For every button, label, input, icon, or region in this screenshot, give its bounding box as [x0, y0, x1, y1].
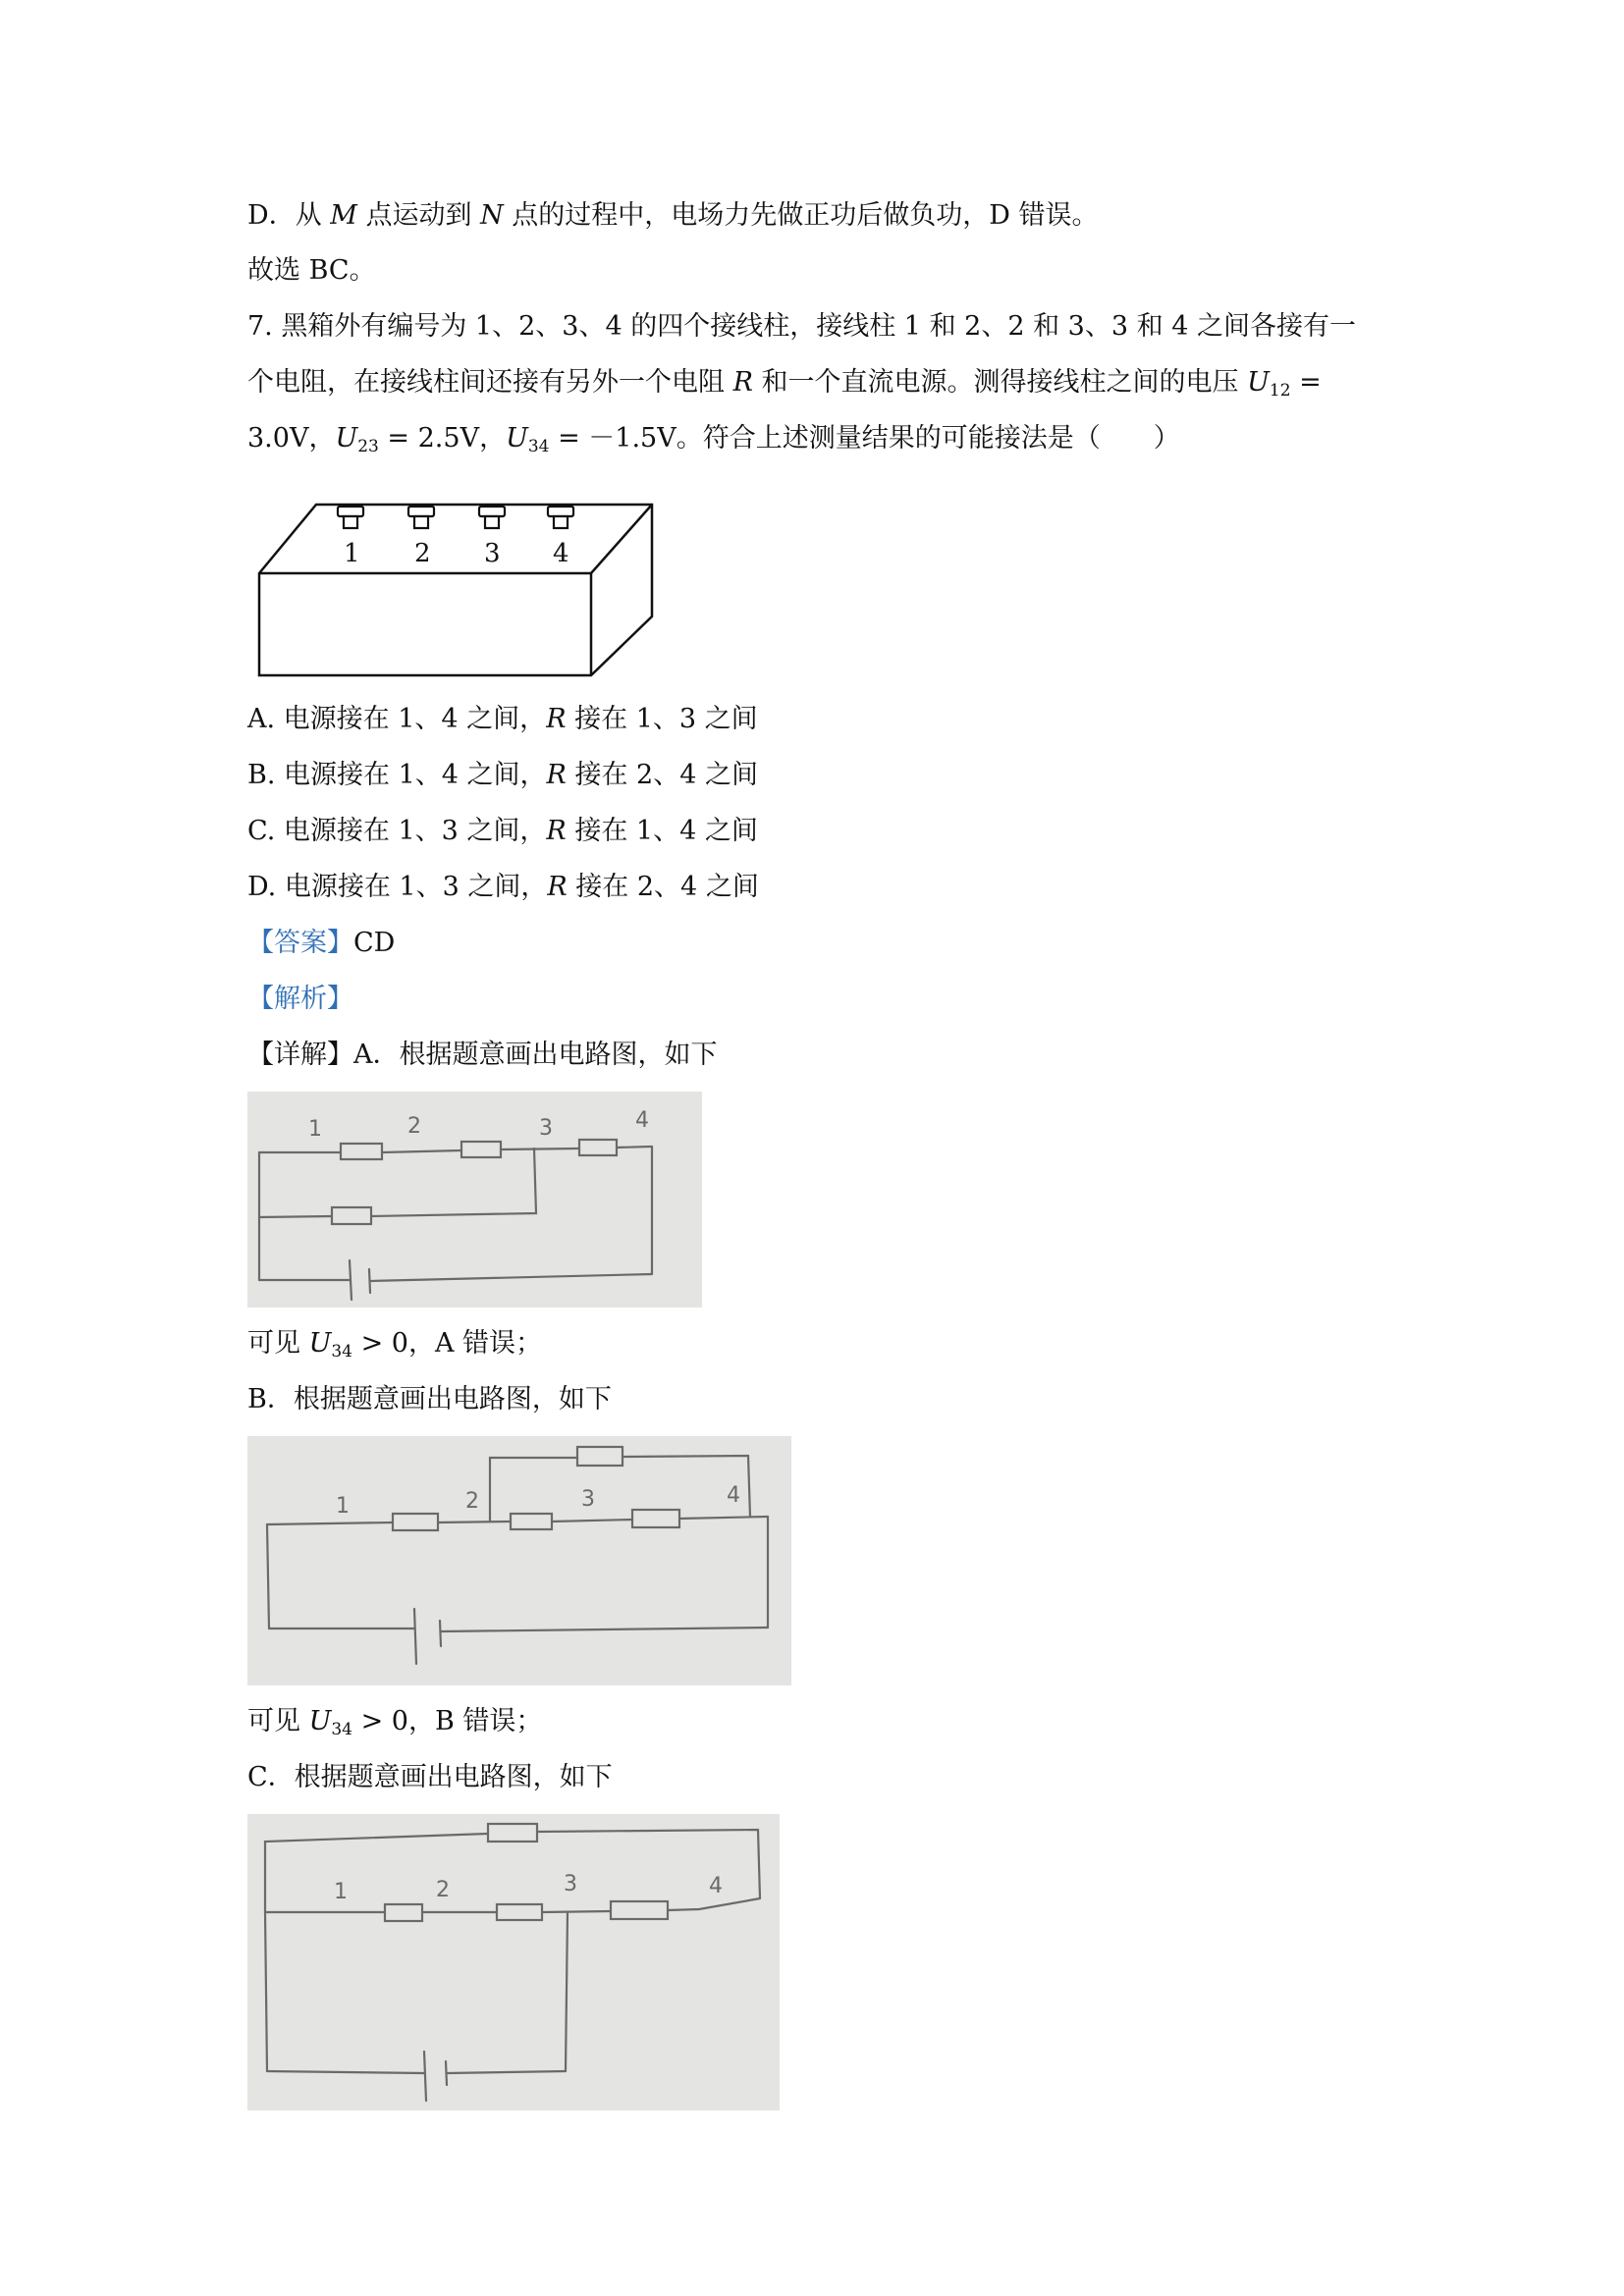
text: 可见 — [247, 1706, 309, 1736]
text-line-choose — [247, 251, 376, 291]
text: A. 电源接在 1、4 之间， — [247, 704, 547, 734]
answer-value: CD — [353, 928, 396, 958]
text: 可见 — [247, 1328, 309, 1359]
terminal-label: 4 — [709, 1874, 723, 1898]
var-U: U — [1247, 367, 1270, 398]
var-N: N — [480, 200, 504, 231]
option-a — [247, 700, 758, 739]
question-7-line-3 — [247, 419, 1180, 458]
var-M: M — [330, 200, 357, 231]
option-c — [247, 812, 758, 851]
text: B. 电源接在 1、4 之间， — [247, 760, 547, 790]
terminal-label: 2 — [407, 1114, 421, 1139]
text: 【详解】A．根据题意画出电路图，如下 — [247, 1040, 718, 1070]
var-R: R — [546, 816, 567, 846]
subscript: 12 — [1269, 381, 1291, 400]
text: 和一个直流电源。测得接线柱之间的电压 — [752, 367, 1248, 398]
terminal-label: 3 — [539, 1116, 553, 1141]
terminal-label: 3 — [564, 1872, 577, 1896]
var-U: U — [506, 423, 528, 454]
terminal-label: 2 — [436, 1878, 450, 1902]
circuit-photo-a — [247, 1092, 702, 1308]
text: C．根据题意画出电路图，如下 — [247, 1762, 613, 1792]
terminal-label: 4 — [553, 539, 569, 568]
analysis-line — [247, 980, 353, 1019]
text: 个电阻，在接线柱间还接有另外一个电阻 — [247, 367, 733, 398]
black-box-figure — [247, 491, 660, 677]
detail-line — [247, 1036, 718, 1075]
text: > 0，B 错误； — [352, 1706, 543, 1736]
terminal-label: 1 — [336, 1494, 350, 1519]
var-U: U — [335, 423, 358, 454]
text: > 0，A 错误； — [352, 1328, 543, 1359]
text: C. 电源接在 1、3 之间， — [247, 816, 547, 846]
var-R: R — [732, 367, 753, 398]
terminal-label: 1 — [308, 1117, 322, 1142]
question-7-line-1 — [247, 307, 1356, 347]
circuit-photo-c — [247, 1814, 780, 2110]
conclusion-a — [247, 1324, 542, 1363]
text: 接在 2、4 之间 — [567, 872, 759, 902]
conclusion-b — [247, 1702, 542, 1741]
subscript: 23 — [357, 437, 379, 456]
var-R: R — [546, 704, 567, 734]
circuit-photo-b — [247, 1436, 791, 1685]
option-b — [247, 756, 758, 795]
text: 接在 2、4 之间 — [566, 760, 758, 790]
text: 3.0V， — [247, 423, 336, 454]
text: 点的过程中，电场力先做正功后做负功，D 错误。 — [503, 200, 1099, 231]
section-b-title — [247, 1380, 612, 1419]
text: = — [1290, 367, 1322, 398]
var-U: U — [308, 1328, 332, 1359]
text: 点运动到 — [356, 200, 481, 231]
terminal-label: 1 — [334, 1880, 348, 1904]
section-c-title — [247, 1758, 613, 1797]
terminal-label: 2 — [465, 1489, 479, 1514]
terminal-label: 4 — [635, 1108, 649, 1133]
option-d — [247, 868, 759, 907]
var-R: R — [546, 760, 567, 790]
text: 7. 黑箱外有编号为 1、2、3、4 的四个接线柱，接线柱 1 和 2、2 和 3、3 和 4 之间各接有一 — [247, 311, 1356, 342]
question-7-line-2 — [247, 363, 1322, 402]
text: 接在 1、4 之间 — [566, 816, 758, 846]
terminal-label: 1 — [344, 539, 360, 568]
subscript: 34 — [331, 1720, 352, 1739]
terminal-label: 2 — [414, 539, 431, 568]
text: D. 电源接在 1、3 之间， — [247, 872, 548, 902]
subscript: 34 — [331, 1342, 352, 1362]
var-U: U — [308, 1706, 332, 1736]
var-R: R — [547, 872, 568, 902]
text: B．根据题意画出电路图，如下 — [247, 1384, 612, 1415]
text: = 2.5V， — [378, 423, 507, 454]
text: = －1.5V。符合上述测量结果的可能接法是（ ） — [549, 423, 1180, 454]
text: D．从 — [247, 200, 331, 231]
text-line-d-conclusion — [247, 196, 1099, 236]
subscript: 34 — [527, 437, 550, 456]
terminal-label: 4 — [727, 1483, 740, 1508]
answer-line — [247, 924, 395, 963]
text: 接在 1、3 之间 — [566, 704, 758, 734]
analysis-tag: 【解析】 — [247, 984, 353, 1014]
answer-tag: 【答案】 — [247, 928, 353, 958]
terminal-label: 3 — [581, 1487, 595, 1512]
text: 故选 BC。 — [247, 255, 376, 286]
terminal-label: 3 — [484, 539, 501, 568]
